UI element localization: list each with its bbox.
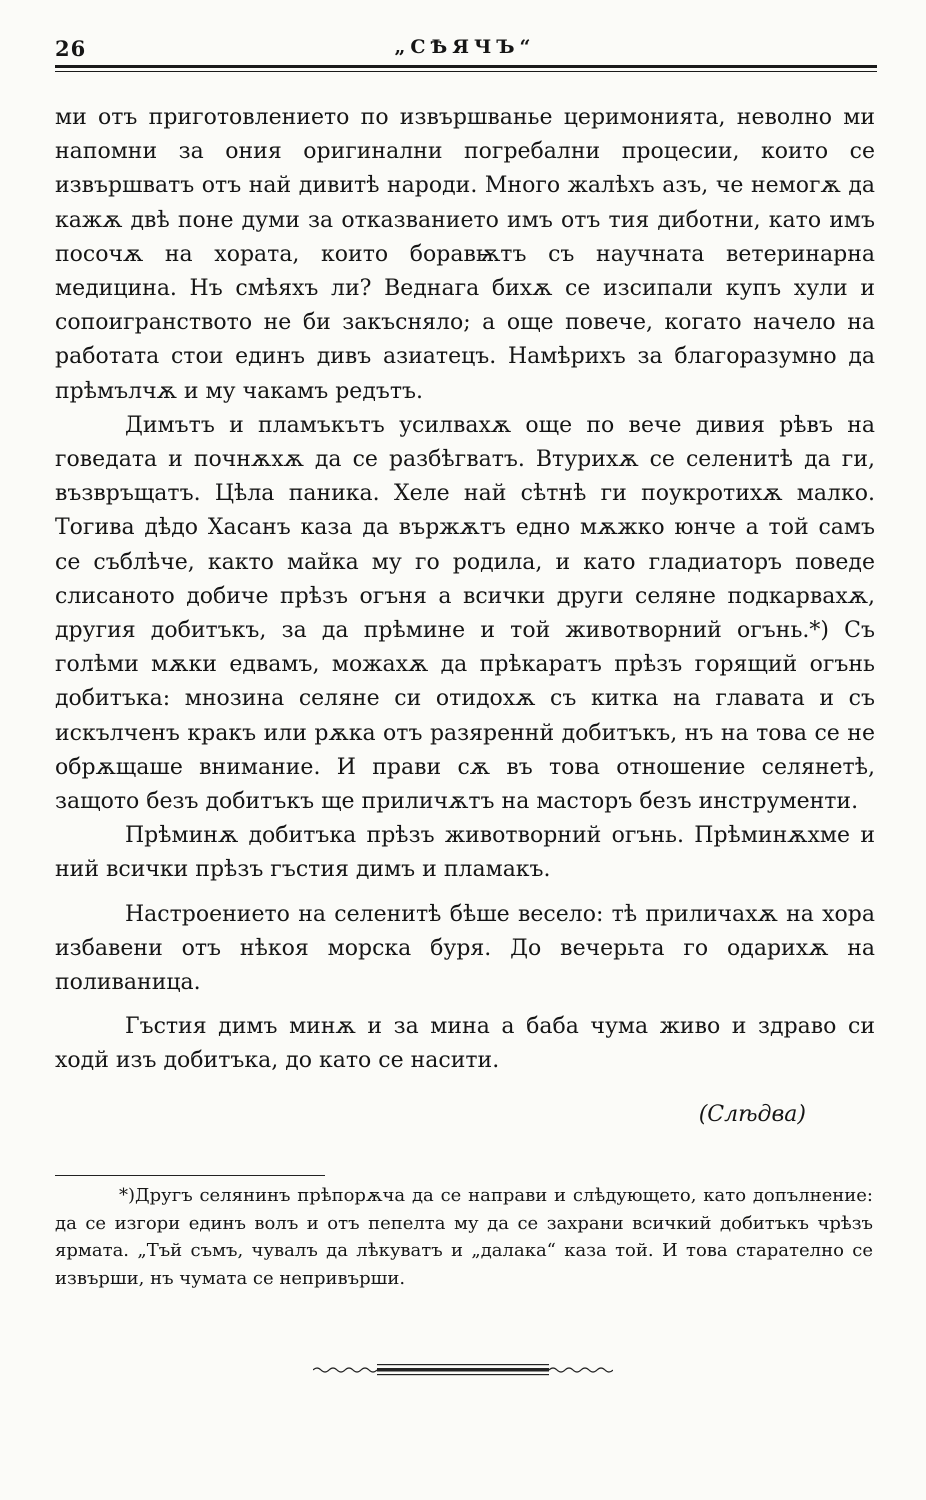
- paragraph-5: Гъстия димъ минѫ и за мина а баба чума живо и здраво си ходй изъ добитъка, до като се насити.: [55, 1014, 875, 1074]
- paragraph-1: ми отъ приготовлението по извършванье церимонията, неволно ми напомни за ония оригинални погребални процесии, които се извършватъ отъ най дивитѣ народи. Много жалѣхъ азъ, че немогѫ да кажѫ двѣ поне думи за отказванието имъ отъ тия диботни, като имъ посочѫ на хората, които боравѭтъ съ научната ветеринарна медицина. Нъ смѣяхъ ли? Веднага бихѫ се изсипали купъ хули и сопоигранството не би закъсняло; а още повече, когато начело на работата стои единъ дивъ азиатецъ. Намѣрихъ за благоразумно да прѣмълчѫ и му чакамъ редътъ.: [55, 105, 875, 404]
- body-text: [55, 101, 875, 1079]
- to-be-continued: (Слѣдва): [698, 1102, 806, 1127]
- page-number: 26: [55, 36, 87, 61]
- footnote: *)Другъ селянинъ прѣпорѫчa да се направи и слѣдующето, като допълнение: да се изгори единъ волъ и отъ пепелта му да се захрани всичкий добитъкъ чрѣзъ ярмата. „Тъй съмъ, чувалъ да лѣкуватъ и „далака“ каза той. И това старателно се извърши, нъ чумата се непривърши.: [55, 1185, 873, 1289]
- paragraph-2: Димътъ и пламъкътъ усилвахѫ още по вече дивия рѣвъ на говедата и почнѫхѫ да се разбѣгватъ. Втурихѫ се селенитѣ да ги, възвръщатъ. Цѣла паника. Хеле най сѣтнѣ ги поукротихѫ малко. Тогива дѣдо Хасанъ каза да вържѫтъ едно мѫжко юнче а той самъ се съблѣче, както майка му го родила, и като гладиаторъ поведе слисаното добиче прѣзъ огъня а всички други селяне подкарвахѫ, другия добитъкъ, за да прѣмине и той животворний огънь.*) Съ голѣми мѫки едвамъ, можахѫ да прѣкаратъ прѣзъ горящий огънь добитъка: мнозина селяне си отидохѫ съ китка на главата и съ искълченъ кракъ или рѫка отъ разяреннй добитъкъ, нъ на това се не обрѫщаше внимание. И прави сѫ въ това отношение селянетѣ, защото безъ добитъкъ ще приличѫтъ на масторъ безъ инструменти.: [55, 412, 875, 815]
- footnote-rule: [55, 1175, 325, 1176]
- end-ornament: [313, 1362, 613, 1378]
- header-rule-thick: [55, 65, 877, 68]
- running-title: „СѢЯЧЪ“: [394, 36, 536, 58]
- page-header: [55, 36, 875, 62]
- paragraph-3: Прѣминѫ добитъка прѣзъ животворний огънь. Прѣминѫхме и ний всички прѣзъ гъстия димъ и пламакъ.: [55, 823, 875, 883]
- header-rule-thin: [55, 71, 877, 72]
- paragraph-4: Настроението на селенитѣ бѣше весело: тѣ приличахѫ на хора избавени отъ нѣкоя морска буря. До вечерьта го одарихѫ на поливаница.: [55, 901, 875, 996]
